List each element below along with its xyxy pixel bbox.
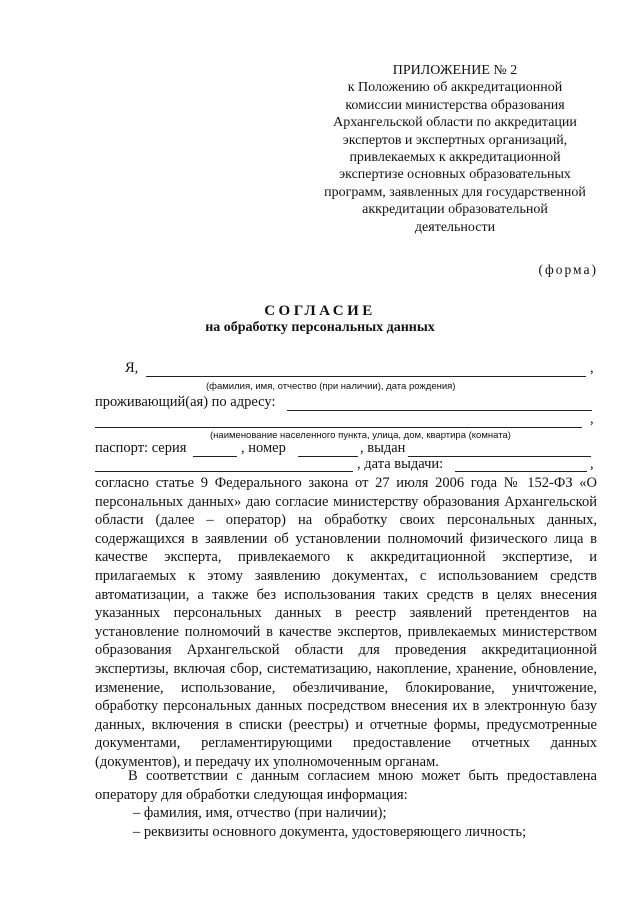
comma: , [590,360,594,376]
issue-date-field[interactable] [455,471,587,472]
appendix-line: привлекаемых к аккредитационной [349,150,561,166]
passport-number-field[interactable] [298,456,358,457]
address-field-2[interactable] [95,427,582,428]
comma: , [590,411,594,427]
list-item: – реквизиты основного документа, удостоверяющего личность; [133,823,527,840]
i-label: Я, [125,360,139,376]
passport-series-field[interactable] [193,456,237,457]
issued-by-field-2[interactable] [95,471,353,472]
passport-number-label: , номер [241,440,286,456]
passport-series-label: паспорт: серия [95,440,187,456]
issue-date-label: , дата выдачи: [357,456,444,472]
appendix-line: к Положению об аккредитационной [347,80,563,96]
info-paragraph: В соответствии с данным согласием мною может быть предоставлена оператору для обработки следующая информация: [95,768,597,803]
full-name-field[interactable] [146,376,586,377]
document-subtitle: на обработку персональных данных [205,320,435,335]
appendix-line: деятельности [414,219,496,235]
address-hint: (наименование населенного пункта, улица, дом, квартира (комната) [210,430,511,441]
appendix-line: экспертов и экспертных организаций, [342,132,568,148]
appendix-header [300,62,610,236]
appendix-line: ПРИЛОЖЕНИЕ № 2 [392,63,518,78]
appendix-line: Архангельской области по аккредитации [333,115,577,131]
form-label: (форма) [538,262,598,277]
consent-paragraph: согласно статье 9 Федерального закона от 27 июля 2006 года № 152-ФЗ «О персональных данных» даю согласие министерству образования Архангельской области (далее – оператор) на обработку своих персональных данных, содержащихся в заявлении об установлении полномочий физического лица в качестве эксперта, привлекаемого к аккредитационной экспертизе, и прилагаемых к этому заявлению документах, с использованием средств автоматизации, а также без использования таких средств в целях внесения указанных персональных данных в реестр заявлений претендентов на установление полномочий в качестве экспертов, привлекаемых министерством образования Архангельской области для проведения аккредитационной экспертизы, включая сбор, систематизацию, накопление, хранение, обновление, изменение, использование, обезличивание, блокирование, уничтожение, обработку персональных данных посредством внесения их в электронную базу данных, включения в списки (реестры) и отчетные формы, предусмотренные документами, регламентирующими предоставление отчетных данных (документов), и передачу их уполномоченным органам. [95,475,597,770]
appendix-line: экспертизе основных образовательных [339,167,571,183]
full-name-hint: (фамилия, имя, отчество (при наличии), дата рождения) [206,381,456,392]
appendix-line: программ, заявленных для государственной [324,184,586,200]
comma: , [590,456,594,472]
appendix-line: комиссии министерства образования [345,97,565,113]
issued-by-label: , выдан [360,440,406,456]
document-title: СОГЛАСИЕ [264,303,376,319]
address-label: проживающий(ая) по адресу: [95,394,276,410]
address-field-1[interactable] [287,410,592,411]
appendix-line: аккредитации образовательной [362,202,548,218]
list-item: – фамилия, имя, отчество (при наличии); [133,805,387,821]
info-list [133,804,526,841]
